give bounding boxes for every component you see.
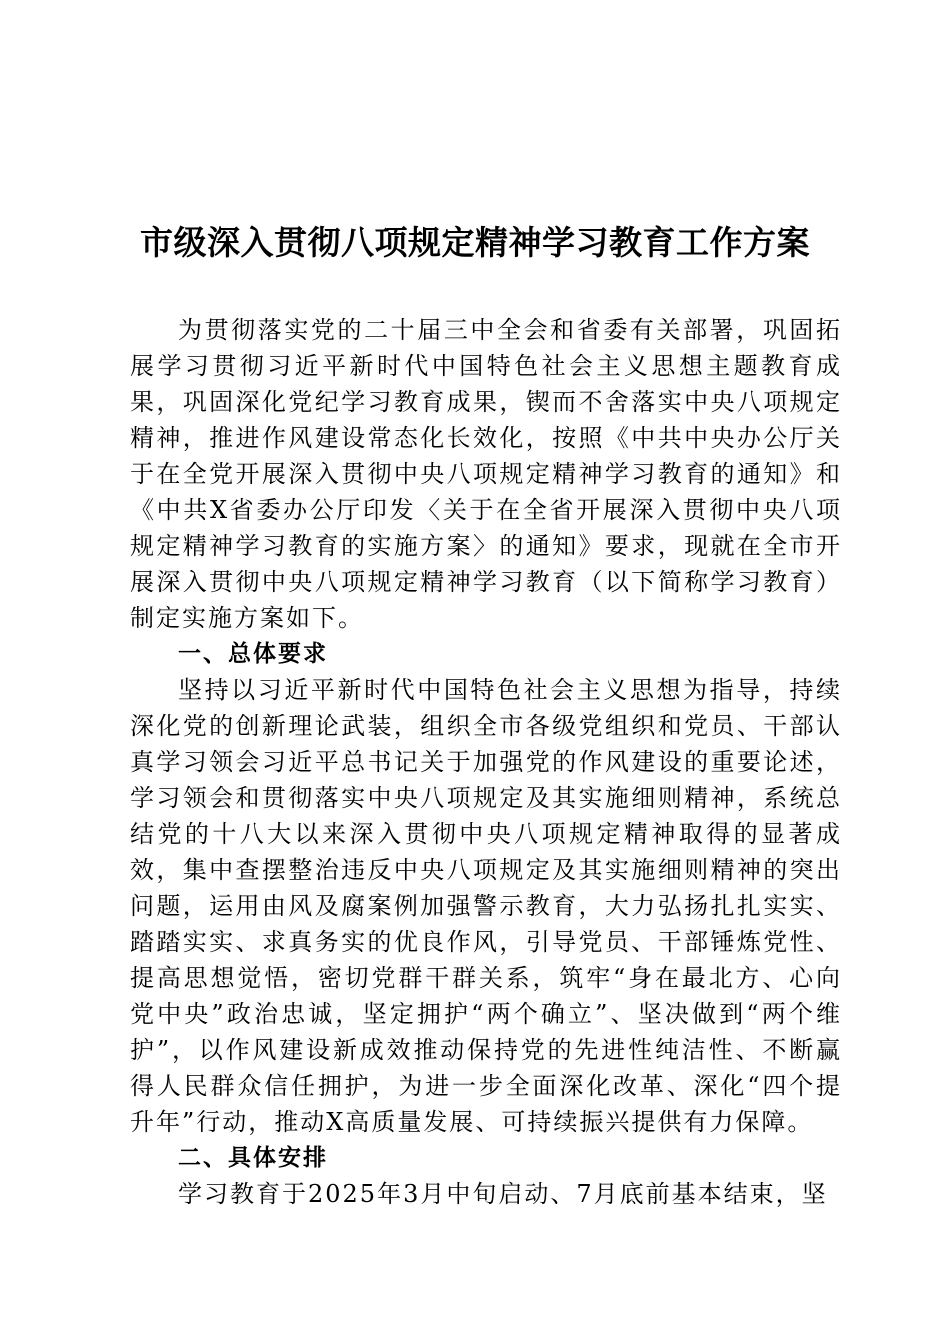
intro-paragraph: 为贯彻落实党的二十届三中全会和省委有关部署，巩固拓展学习贯彻习近平新时代中国特色社会主义思想主题教育成果，巩固深化党纪学习教育成果，锲而不舍落实中央八项规定精神，推进作风建设常态化长效化，按照《中共中央办公厅关于在全党开展深入贯彻中央八项规定精神学习教育的通知》和《中共X省委办公厅印发〈关于在全省开展深入贯彻中央八项规定精神学习教育的实施方案〉的通知》要求，现就在全市开展深入贯彻中央八项规定精神学习教育（以下简称学习教育）制定实施方案如下。 <box>130 316 842 632</box>
section-paragraph-general-requirements: 坚持以习近平新时代中国特色社会主义思想为指导，持续深化党的创新理论武装，组织全市各级党组织和党员、干部认真学习领会习近平总书记关于加强党的作风建设的重要论述，学习领会和贯彻落实中央八项规定及其实施细则精神，系统总结党的十八大以来深入贯彻中央八项规定精神取得的显著成效，集中查摆整治违反中央八项规定及其实施细则精神的突出问题，运用由风及腐案例加强警示教育，大力弘扬扎扎实实、踏踏实实、求真务实的优良作风，引导党员、干部锤炼党性、提高思想觉悟，密切党群干群关系，筑牢“身在最北方、心向党中央”政治忠诚，坚定拥护“两个确立”、坚决做到“两个维护”，以作风建设新成效推动保持党的先进性纯洁性、不断赢得人民群众信任拥护，为进一步全面深化改革、深化“四个提升年”行动，推动X高质量发展、可持续振兴提供有力保障。 <box>130 676 842 1136</box>
section-heading-general-requirements: 一、总体要求 <box>178 641 328 667</box>
section-heading-specific-arrangements: 二、具体安排 <box>178 1145 328 1171</box>
document-body <box>130 312 842 1212</box>
section-paragraph-specific-arrangements: 学习教育于2025年3月中旬启动、7月底前基本结束，坚 <box>178 1180 828 1208</box>
document-title: 市级深入贯彻八项规定精神学习教育工作方案 <box>140 223 810 262</box>
